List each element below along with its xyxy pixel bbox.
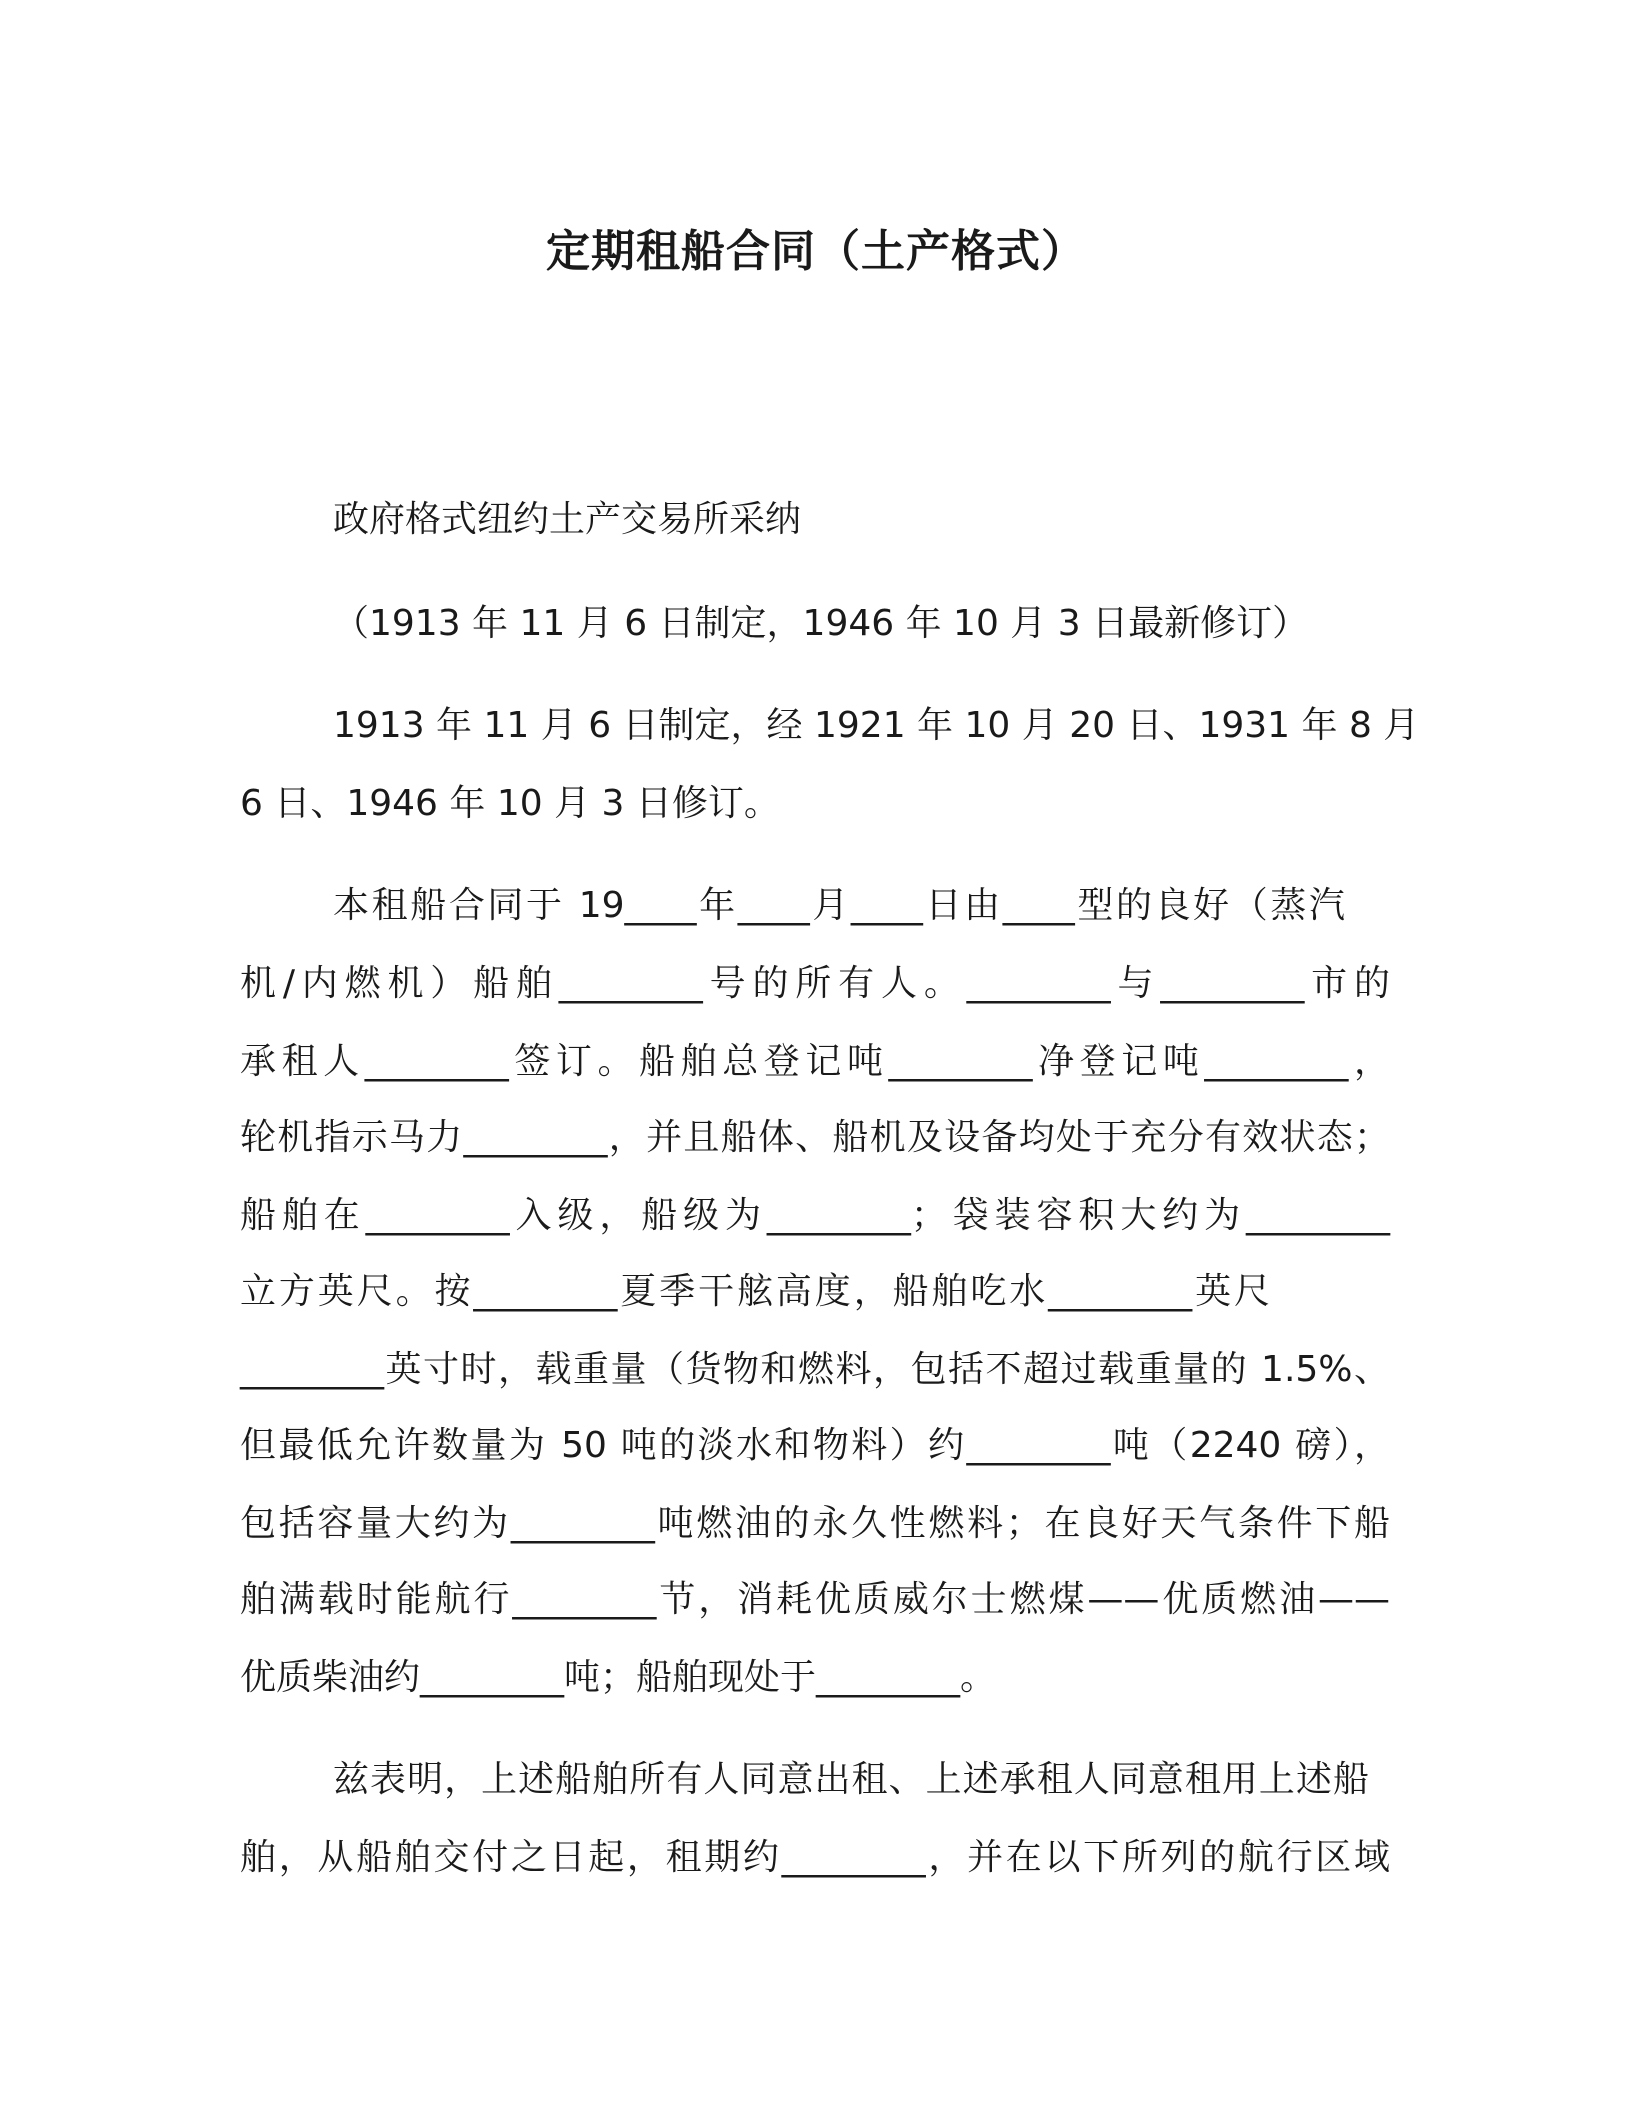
history-line-1: 1913 年 11 月 6 日制定，经 1921 年 10 月 20 日、1931 年 8 月 — [333, 705, 1420, 746]
subtitle: 政府格式纽约土产交易所采纳 — [333, 499, 802, 540]
paragraph1-line-9: 包括容量大约为________吨燃油的永久性燃料；在良好天气条件下船 — [240, 1503, 1390, 1544]
paragraph1-line-5: 船舶在________入级，船级为________；袋装容积大约为________ — [240, 1195, 1390, 1236]
paragraph1-line-3: 承租人________签订。船舶总登记吨________净登记吨________， — [240, 1041, 1390, 1082]
paragraph1-line-6: 立方英尺。按________夏季干舷高度，船舶吃水________英尺 — [240, 1271, 1270, 1312]
paragraph1-line-11: 优质柴油约________吨；船舶现处于________。 — [240, 1657, 997, 1698]
paragraph2-line-1: 兹表明，上述船舶所有人同意出租、上述承租人同意租用上述船 — [333, 1759, 1369, 1800]
revision-note: （1913 年 11 月 6 日制定，1946 年 10 月 3 日最新修订） — [333, 603, 1309, 644]
paragraph1-line-10: 舶满载时能航行________节，消耗优质威尔士燃煤——优质燃油—— — [240, 1579, 1390, 1620]
paragraph1-line-8: 但最低允许数量为 50 吨的淡水和物料）约________吨（2240 磅）， — [240, 1425, 1390, 1466]
document-title: 定期租船合同（土产格式） — [546, 226, 1086, 277]
history-line-2: 6 日、1946 年 10 月 3 日修订。 — [240, 783, 780, 824]
paragraph1-line-4: 轮机指示马力________，并且船体、船机及设备均处于充分有效状态； — [240, 1117, 1390, 1158]
paragraph1-line-2: 机/内燃机）船舶________号的所有人。________与________市的 — [240, 963, 1390, 1004]
paragraph1-line-7: ________英寸时，载重量（货物和燃料，包括不超过载重量的 1.5%、 — [240, 1349, 1390, 1390]
paragraph2-line-2: 舶，从船舶交付之日起，租期约________，并在以下所列的航行区域 — [240, 1837, 1390, 1878]
paragraph1-line-1: 本租船合同于 19____年____月____日由____型的良好（蒸汽 — [333, 885, 1345, 926]
